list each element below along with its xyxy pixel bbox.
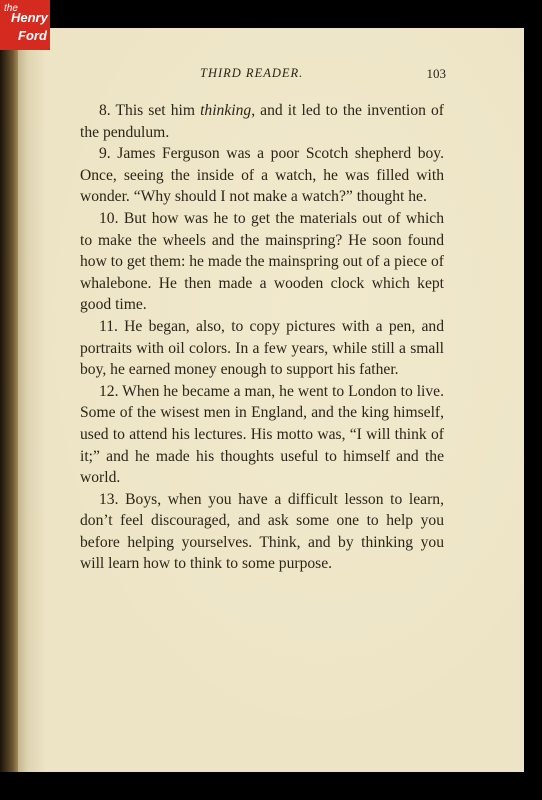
logo-text-the: the <box>4 3 18 14</box>
paragraph-12: 12. When he became a man, he went to London to live. Some of the wisest men in England, and the king himself, used to attend his lectures. His motto was, “I will think of it;” and he made his thoughts useful to himself and the world. <box>80 382 444 487</box>
paragraph-8-end: , and it led to the invention of the pendulum. <box>80 102 445 141</box>
page-header <box>200 66 446 86</box>
paragraph-8 <box>80 100 444 143</box>
book-spine-shadow <box>0 28 18 772</box>
paragraph-8-start: 8. This set him <box>99 102 201 119</box>
paragraph-13: 13. Boys, when you have a difficult lesson to learn, don’t feel discouraged, and ask some one to help you before helping yourselves. Think, and by thinking you will learn how to think to some purpose. <box>80 490 444 573</box>
henry-ford-logo <box>0 0 50 50</box>
logo-text-henry: Henry <box>11 10 48 25</box>
italic-word-thinking: thinking <box>200 102 252 119</box>
running-title: THIRD READER. <box>200 66 304 80</box>
page-number: 103 <box>426 66 446 81</box>
paragraph-9: 9. James Ferguson was a poor Scotch shepherd boy. Once, seeing the inside of a watch, he was filled with wonder. “Why should I not make a watch?” thought he. <box>80 145 444 206</box>
page-body-text <box>80 100 444 575</box>
paragraph-10: 10. But how was he to get the materials out of which to make the wheels and the mainspring? He soon found how to get them: he made the mainspring out of a piece of whalebone. He then made a wooden clock which kept good time. <box>80 209 444 314</box>
logo-text-ford: Ford <box>18 28 47 43</box>
paragraph-11: 11. He began, also, to copy pictures with a pen, and portraits with oil colors. In a few years, while still a small boy, he earned money enough to support his father. <box>80 317 444 379</box>
